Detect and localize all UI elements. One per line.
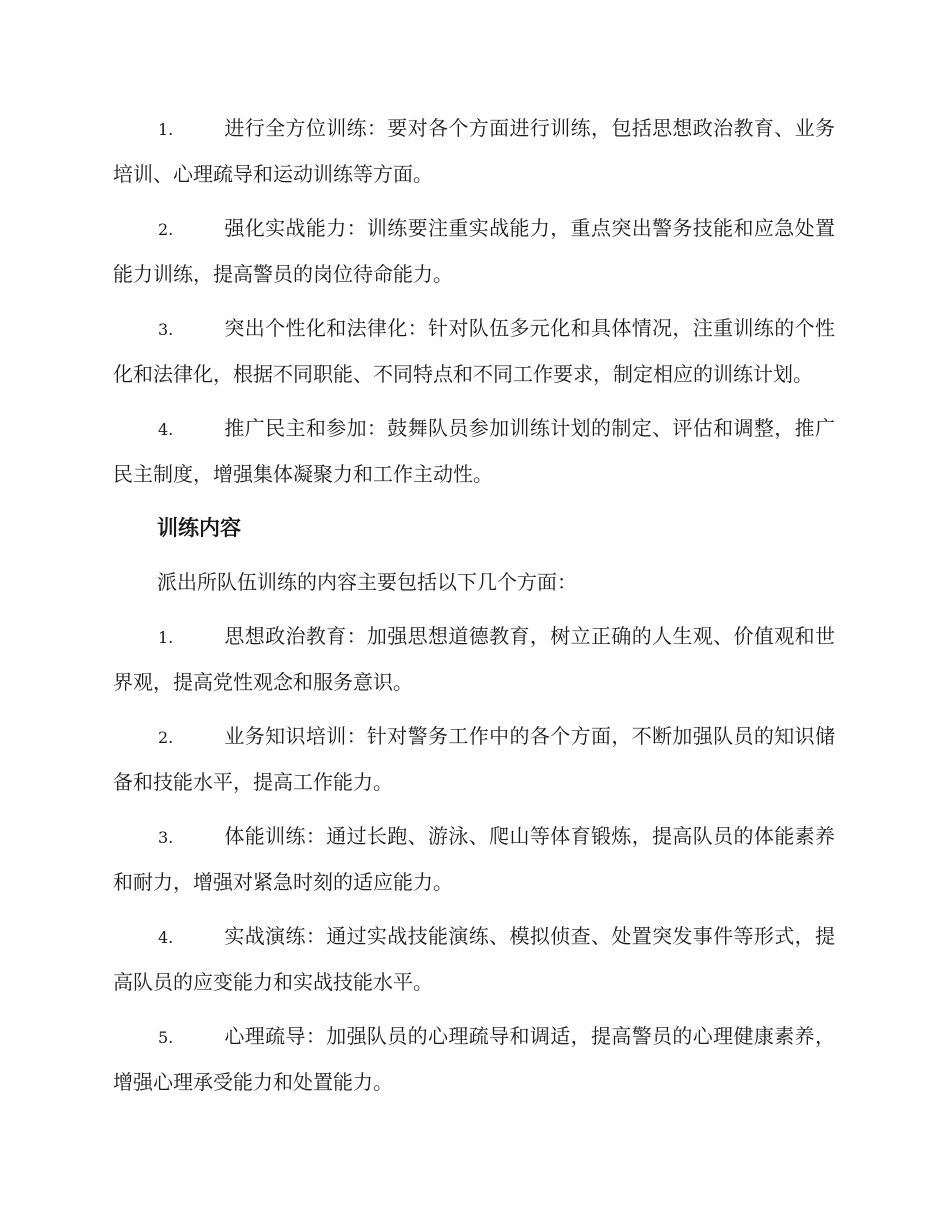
list-number: 4. [158,420,174,439]
list-text: 突出个性化和法律化：针对队伍多元化和具体情况，注重训练的个性化和法律化，根据不同职能、不同特点和不同工作要求，制定相应的训练计划。 [113,316,835,386]
list-number: 4. [158,928,174,947]
list-number: 1. [158,628,174,647]
section-intro: 派出所队伍训练的内容主要包括以下几个方面： [157,570,577,594]
content-item-4 [113,914,835,1004]
content-item-5 [113,1014,835,1104]
document-page [113,106,835,1114]
principle-item-3 [113,306,835,396]
list-number: 5. [158,1028,174,1047]
list-text: 体能训练：通过长跑、游泳、爬山等体育锻炼，提高队员的体能素养和耐力，增强对紧急时刻的适应能力。 [113,824,835,894]
list-text: 思想政治教育：加强思想道德教育，树立正确的人生观、价值观和世界观，提高党性观念和服务意识。 [113,624,835,694]
principle-item-1 [113,106,835,196]
list-number: 2. [158,728,174,747]
list-text: 心理疏导：加强队员的心理疏导和调适，提高警员的心理健康素养，增强心理承受能力和处置能力。 [113,1024,835,1094]
section-heading: 训练内容 [157,516,241,540]
list-number: 1. [158,120,174,139]
list-text: 实战演练：通过实战技能演练、模拟侦查、处置突发事件等形式，提高队员的应变能力和实战技能水平。 [113,924,835,994]
list-number: 3. [158,320,174,339]
list-number: 3. [158,828,174,847]
list-text: 推广民主和参加：鼓舞队员参加训练计划的制定、评估和调整，推广民主制度，增强集体凝聚力和工作主动性。 [113,416,835,486]
content-item-3 [113,814,835,904]
principle-item-2 [113,206,835,296]
principle-item-4 [113,406,835,496]
list-text: 强化实战能力：训练要注重实战能力，重点突出警务技能和应急处置能力训练，提高警员的岗位待命能力。 [113,216,835,286]
content-item-2 [113,714,835,804]
list-text: 业务知识培训：针对警务工作中的各个方面，不断加强队员的知识储备和技能水平，提高工作能力。 [113,724,835,794]
list-number: 2. [158,220,174,239]
list-text: 进行全方位训练：要对各个方面进行训练，包括思想政治教育、业务培训、心理疏导和运动训练等方面。 [113,116,835,186]
content-item-1 [113,614,835,704]
